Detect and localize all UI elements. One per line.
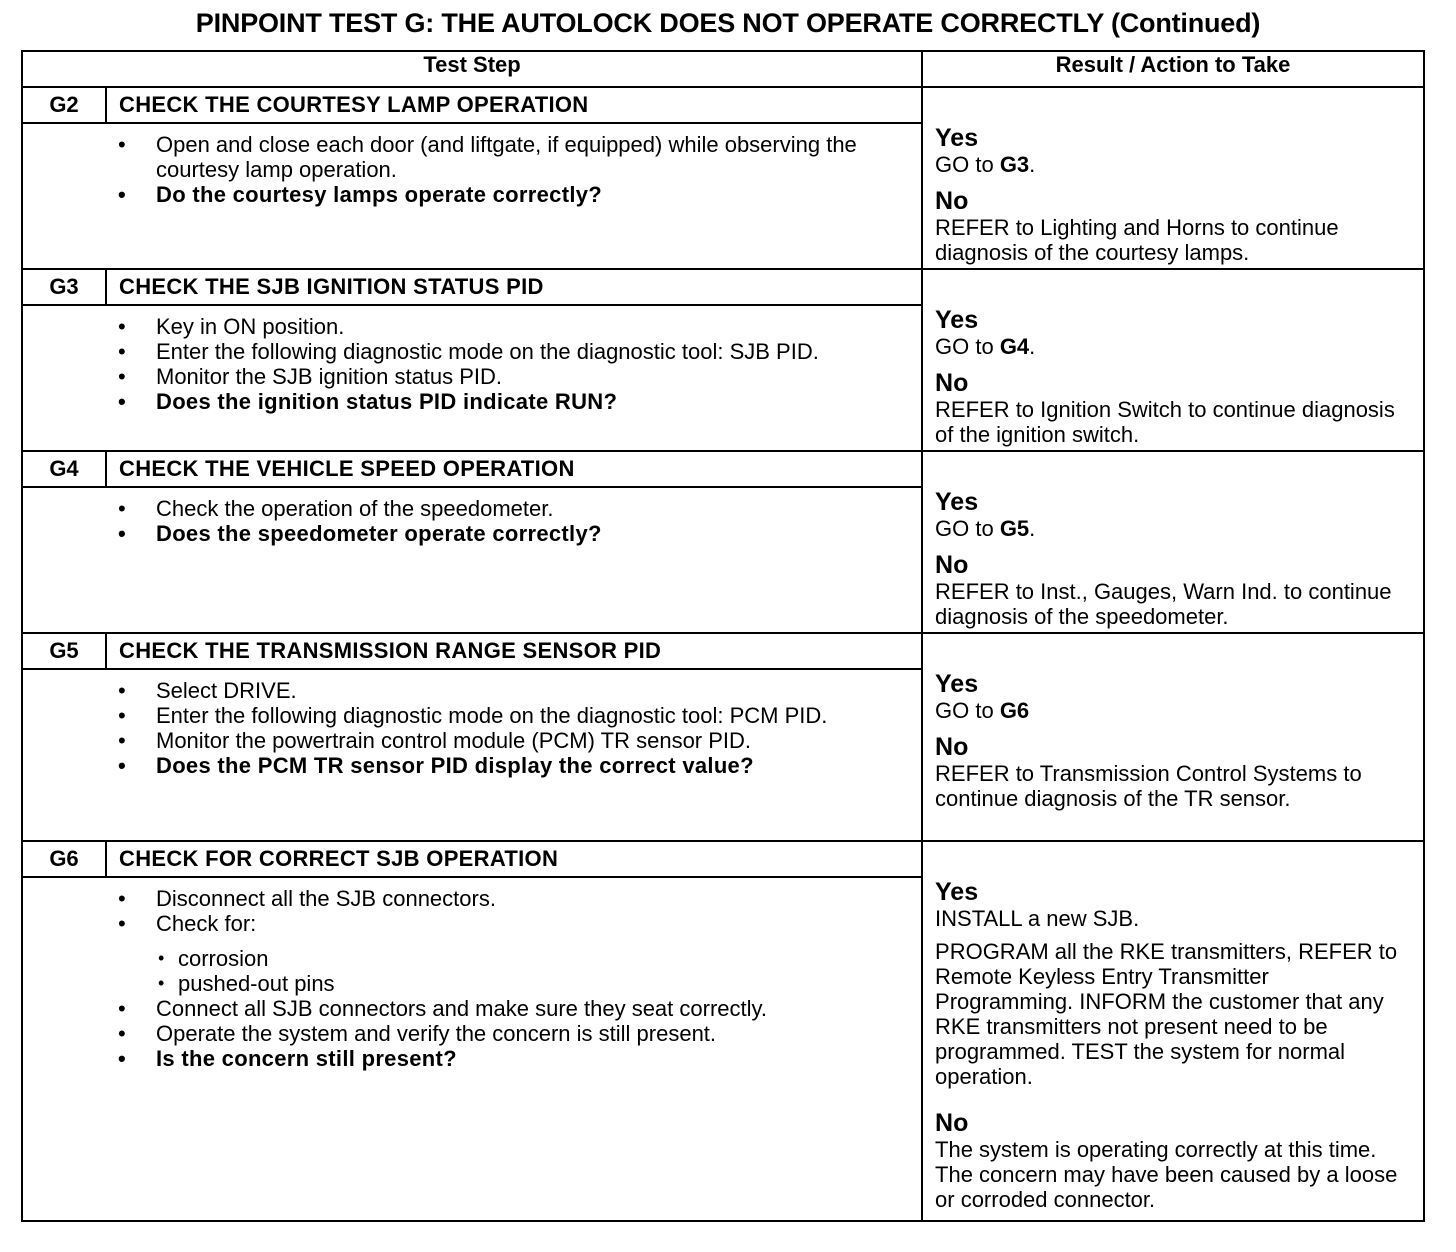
list-item-question: • Is the concern still present? bbox=[118, 1046, 457, 1071]
list-item: • Disconnect all the SJB connectors. bbox=[118, 886, 496, 911]
step-heading: CHECK THE VEHICLE SPEED OPERATION bbox=[106, 451, 922, 487]
yes-label: Yes bbox=[935, 488, 979, 516]
step-header-row bbox=[22, 87, 1424, 123]
no-text: REFER to Ignition Switch to continue diagnosis of the ignition switch. bbox=[935, 397, 1395, 447]
result-cell bbox=[922, 87, 1424, 269]
result-cell bbox=[922, 841, 1424, 1221]
header-test-step: Test Step bbox=[22, 51, 922, 87]
no-label: No bbox=[935, 369, 969, 397]
step-header-row bbox=[22, 841, 1424, 877]
step-header-row bbox=[22, 451, 1424, 487]
yes-text-program: PROGRAM all the RKE transmitters, REFER to Remote Keyless Entry Transmitter Programming. INFORM the customer that any RKE transmitters not present need to be programmed. TEST the system for normal operation. bbox=[935, 939, 1398, 1089]
step-id: G4 bbox=[22, 451, 106, 487]
list-item-question: • Does the ignition status PID indicate RUN? bbox=[118, 389, 618, 414]
yes-text: GO to bbox=[935, 516, 1000, 541]
step-id: G2 bbox=[22, 87, 106, 123]
result-cell bbox=[922, 633, 1424, 841]
yes-after: . bbox=[1029, 516, 1036, 541]
no-text: REFER to Lighting and Horns to continue diagnosis of the courtesy lamps. bbox=[935, 215, 1339, 265]
step-header-row bbox=[22, 269, 1424, 305]
yes-target: G5 bbox=[999, 516, 1030, 541]
list-item: • Monitor the SJB ignition status PID. bbox=[118, 364, 503, 389]
step-heading: CHECK THE COURTESY LAMP OPERATION bbox=[106, 87, 922, 123]
list-item: • Check for: • corrosion • pushed-out pins bbox=[23, 911, 921, 996]
no-label: No bbox=[935, 551, 969, 579]
sub-list-item: • corrosion bbox=[158, 946, 269, 971]
step-body bbox=[22, 123, 922, 269]
page-title: PINPOINT TEST G: THE AUTOLOCK DOES NOT OPERATE CORRECTLY (Continued) bbox=[195, 8, 1261, 38]
yes-target: G6 bbox=[999, 698, 1030, 723]
no-text: REFER to Inst., Gauges, Warn Ind. to continue diagnosis of the speedometer. bbox=[935, 579, 1392, 629]
yes-text: GO to bbox=[935, 334, 1000, 359]
no-label: No bbox=[935, 187, 969, 215]
yes-text: GO to bbox=[935, 698, 1000, 723]
yes-text: INSTALL a new SJB. bbox=[935, 906, 1140, 931]
sub-list-item: • pushed-out pins bbox=[158, 971, 335, 996]
no-text: REFER to Transmission Control Systems to continue diagnosis of the TR sensor. bbox=[935, 761, 1362, 811]
result-cell bbox=[922, 269, 1424, 451]
yes-label: Yes bbox=[935, 124, 979, 152]
no-label: No bbox=[935, 1109, 969, 1137]
header-result-action: Result / Action to Take bbox=[922, 51, 1424, 87]
step-heading: CHECK FOR CORRECT SJB OPERATION bbox=[106, 841, 922, 877]
yes-target: G4 bbox=[999, 334, 1030, 359]
list-item: • Enter the following diagnostic mode on the diagnostic tool: PCM PID. bbox=[118, 703, 828, 728]
step-body bbox=[22, 877, 922, 1221]
yes-label: Yes bbox=[935, 306, 979, 334]
list-item: • Operate the system and verify the concern is still present. bbox=[118, 1021, 717, 1046]
step-heading: CHECK THE TRANSMISSION RANGE SENSOR PID bbox=[106, 633, 922, 669]
step-heading: CHECK THE SJB IGNITION STATUS PID bbox=[106, 269, 922, 305]
list-item: • Connect all SJB connectors and make sure they seat correctly. bbox=[118, 996, 767, 1021]
step-id: G5 bbox=[22, 633, 106, 669]
pinpoint-test-table bbox=[21, 50, 1425, 1222]
yes-text: GO to bbox=[935, 152, 1000, 177]
no-text: The system is operating correctly at this time. The concern may have been caused by a loose or corroded connector. bbox=[935, 1137, 1398, 1212]
no-label: No bbox=[935, 733, 969, 761]
table-header-row bbox=[22, 51, 1424, 87]
step-body bbox=[22, 305, 922, 451]
list-item: • Select DRIVE. bbox=[118, 678, 297, 703]
list-item-question: • Does the speedometer operate correctly? bbox=[118, 521, 602, 546]
list-item-question: • Does the PCM TR sensor PID display the correct value? bbox=[118, 753, 754, 778]
yes-after: . bbox=[1029, 334, 1036, 359]
step-body bbox=[22, 669, 922, 841]
step-body bbox=[22, 487, 922, 633]
list-item: • Enter the following diagnostic mode on the diagnostic tool: SJB PID. bbox=[118, 339, 819, 364]
list-item: • Monitor the powertrain control module (PCM) TR sensor PID. bbox=[118, 728, 752, 753]
step-id: G6 bbox=[22, 841, 106, 877]
result-cell bbox=[922, 451, 1424, 633]
sub-list bbox=[156, 946, 891, 996]
list-item-question: • Do the courtesy lamps operate correctly? bbox=[118, 182, 603, 207]
step-header-row bbox=[22, 633, 1424, 669]
yes-label: Yes bbox=[935, 878, 979, 906]
list-item: • Check the operation of the speedometer. bbox=[118, 496, 554, 521]
yes-label: Yes bbox=[935, 670, 979, 698]
yes-after: . bbox=[1029, 152, 1036, 177]
list-item: • Open and close each door (and liftgate, if equipped) while observing the courtesy lamp operation. bbox=[118, 132, 857, 182]
yes-target: G3 bbox=[999, 152, 1030, 177]
step-id: G3 bbox=[22, 269, 106, 305]
list-item: • Key in ON position. bbox=[118, 314, 345, 339]
